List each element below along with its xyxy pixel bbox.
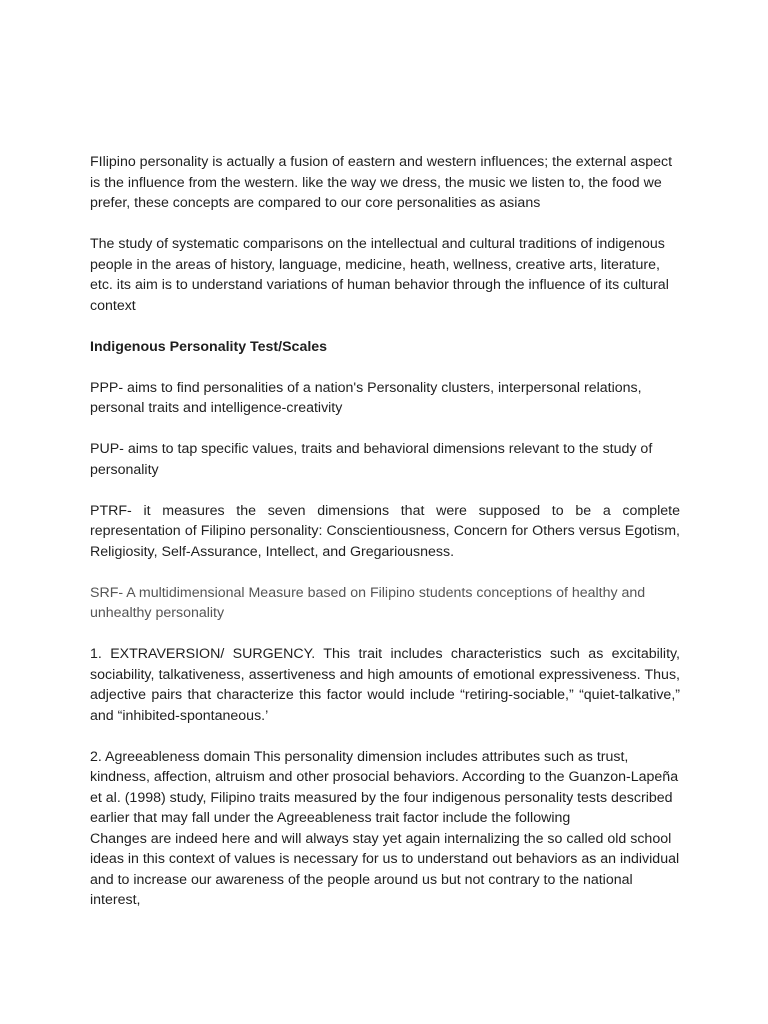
srf-paragraph: SRF- A multidimensional Measure based on Filipino students conceptions of healthy and unhealthy personality <box>90 584 646 621</box>
ppp-paragraph: PPP- aims to find personalities of a nation's Personality clusters, interpersonal relations, personal traits and intelligence-creativity <box>90 379 642 416</box>
pup-paragraph: PUP- aims to tap specific values, traits and behavioral dimensions relevant to the study of personality <box>90 441 653 478</box>
ptrf-paragraph: PTRF- it measures the seven dimensions that were supposed to be a complete representation of Filipino personality: Conscientiousness, Concern for Others versus Egotism, Religiosity, Self-Assurance, Intellect, and Gregariousness. <box>90 502 680 560</box>
extraversion-paragraph: 1. EXTRAVERSION/ SURGENCY. This trait includes characteristics such as excitability, sociability, talkativeness, assertiveness and high amounts of emotional expressiveness. Thus, adjective pairs that characterize this factor would include “retiring-sociable,” “quiet-talkative,” and “inhibited-spontaneous.’ <box>90 646 680 724</box>
study-paragraph: The study of systematic comparisons on the intellectual and cultural traditions of indigenous people in the areas of history, language, medicine, heath, wellness, creative arts, literature, etc. its aim is to understand variations of human behavior through the influence of its cultural context <box>90 236 669 314</box>
agreeableness-paragraph: 2. Agreeableness domain This personality dimension includes attributes such as trust, kindness, affection, altruism and other prosocial behaviors. According to the Guanzon-Lapeña et al. (1998) study, Filipino traits measured by the four indigenous personality tests described earlier that may fall under the Agreeableness trait factor include the following <box>90 748 679 826</box>
document-body <box>90 152 680 911</box>
intro-paragraph: FIlipino personality is actually a fusion of eastern and western influences; the external aspect is the influence from the western. like the way we dress, the music we listen to, the food we prefer, these concepts are compared to our core personalities as asians <box>90 154 673 211</box>
closing-paragraph: Changes are indeed here and will always stay yet again internalizing the so called old school ideas in this context of values is necessary for us to understand out behaviors as an individual and to increase our awareness of the people around us but not contrary to the national interest, <box>90 830 680 908</box>
section-heading: Indigenous Personality Test/Scales <box>90 338 328 355</box>
